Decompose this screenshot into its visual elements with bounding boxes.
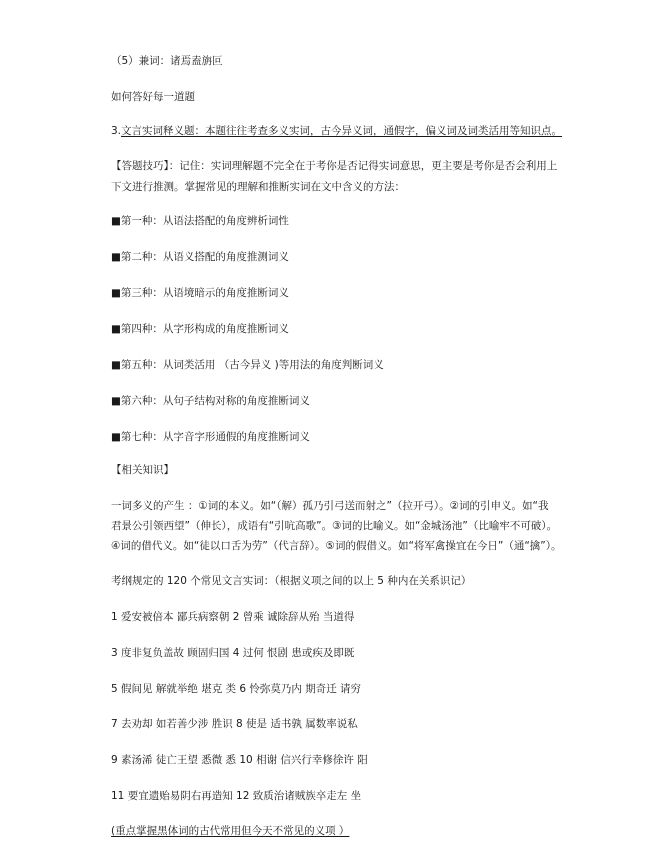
syllabus-line: 考纲规定的 120 个常见文言实词：（根据义项之间的以上 5 种内在关系识记） [111, 575, 472, 587]
question-3-line [111, 124, 562, 138]
footer-note: (重点掌握黑体词的古代常用但今天不常见的义项 ） [111, 825, 350, 837]
tips-line-2: 下文进行推测。掌握常见的理解和推断实词在文中含义的方法： [111, 181, 405, 193]
polysemy-line-2: 君景公引领西望”（伸长），成语有“引吭高歌”。③词的比喻义。如“金城汤池”（比喻牢不可破）。 [111, 520, 558, 532]
related-knowledge-heading: 【相关知识】 [111, 464, 174, 476]
word-group-1-2: 1 爱安被倍本 鄙兵病察朝 2 曾乘 诚除辞从殆 当道得 [111, 611, 355, 623]
method-item-3: ■第三种：从语境暗示的角度推断词义 [111, 287, 289, 299]
polysemy-line-3: ④词的借代义。如“徒以口舌为劳”（代言辞）。⑤词的假借义。如“将军禽操宜在今日”（通“擒”）。 [111, 540, 562, 552]
tips-line-1: 【答题技巧】：记住：实词理解题不完全在于考你是否记得实词意思，更主要是考你是否会利用上 [111, 160, 558, 172]
how-to-heading: 如何答好每一道题 [111, 91, 195, 103]
method-item-6: ■第六种：从句子结构对称的角度推断词义 [111, 395, 310, 407]
method-item-5: ■第五种：从词类活用 （古今异义 )等用法的角度判断词义 [111, 359, 384, 371]
jianci-line: （5）兼词：诸焉盍旃叵 [111, 55, 223, 67]
method-item-1: ■第一种：从语法搭配的角度辨析词性 [111, 215, 289, 227]
method-item-4: ■第四种：从字形构成的角度推断词义 [111, 323, 289, 335]
word-group-9-10: 9 素汤浠 徒亡王望 悉微 悉 10 相谢 信兴行幸修徐许 阳 [111, 754, 368, 766]
question-3-text: 文言实词释义题：本题往往考查多义实词，古今异义词，通假字，偏义词及词类活用等知识点。 [121, 125, 563, 137]
word-group-5-6: 5 假间见 解就举绝 堪克 类 6 怜弥莫乃内 期奇迁 请穷 [111, 683, 362, 695]
word-group-7-8: 7 去劝却 如若善少涉 胜识 8 使是 适书孰 属数率说私 [111, 718, 358, 730]
question-3-number: 3. [111, 125, 122, 137]
polysemy-line-1: 一词多义的产生 ：①词的本义。如“（解）孤乃引弓送而射之”（拉开弓）。②词的引申义。如“我 [111, 500, 549, 512]
word-group-11-12: 11 要宜遗贻易阴右再造知 12 致质治诸贼族卒走左 坐 [111, 790, 362, 802]
method-item-2: ■第二种：从语义搭配的角度推测词义 [111, 251, 289, 263]
word-group-3-4: 3 度非复负盖故 顾固归国 4 过何 恨剧 患或疾及即既 [111, 647, 355, 659]
method-item-7: ■第七种：从字音字形通假的角度推断词义 [111, 431, 310, 443]
